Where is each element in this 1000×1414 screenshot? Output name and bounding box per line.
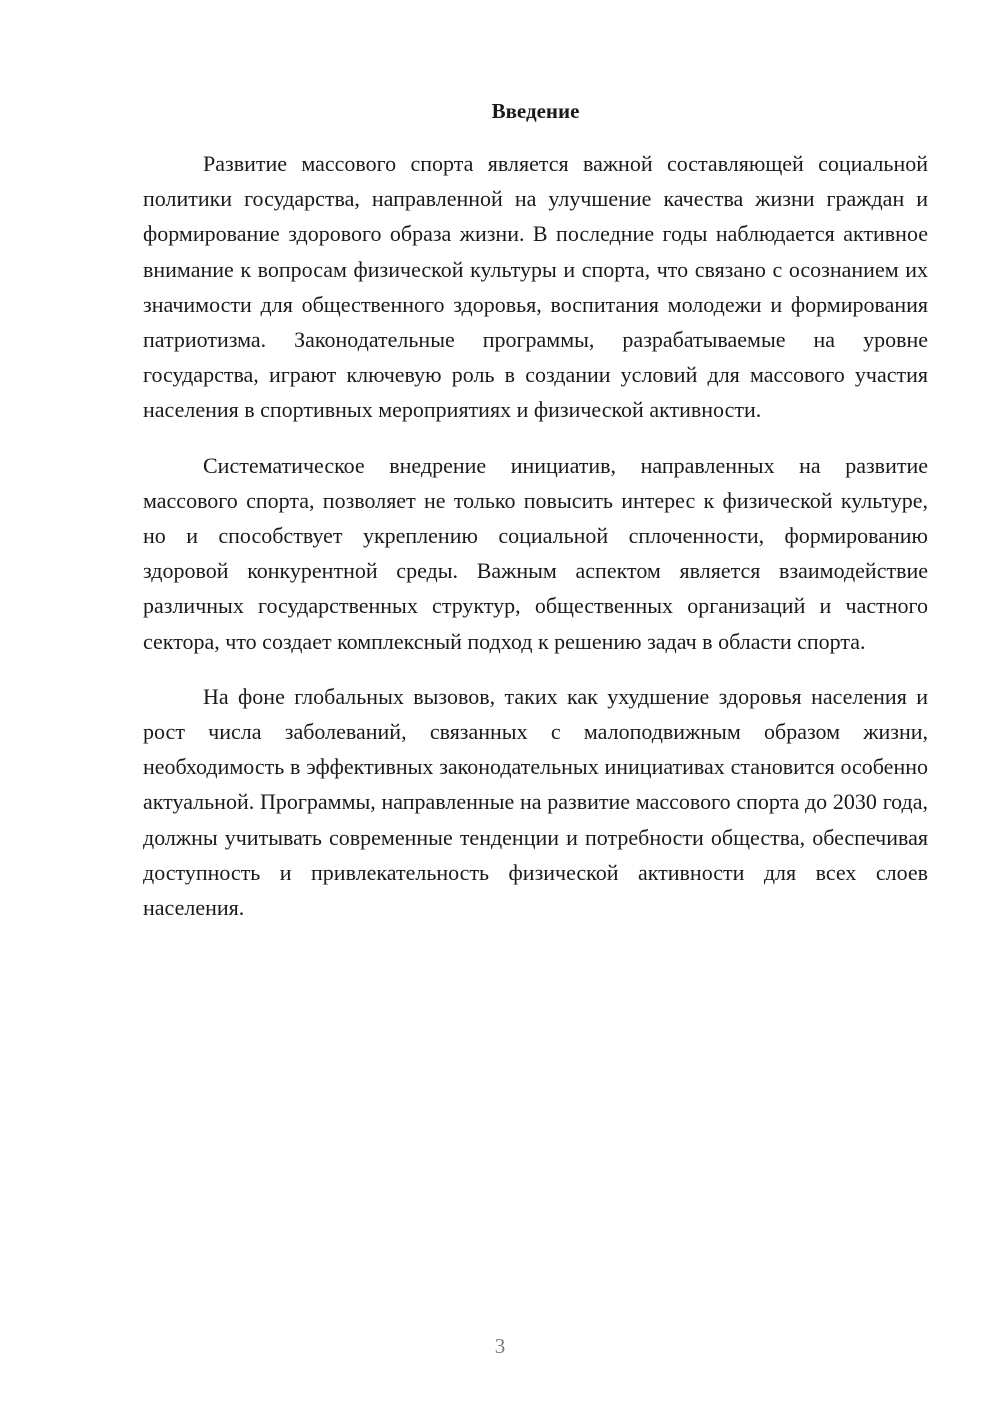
section-title: Введение [491,99,580,123]
paragraph-1: Развитие массового спорта является важной составляющей социальной политики государства, направленной на улучшение качества жизни граждан и формирование здорового образа жизни. В последние годы наблюдается активное внимание к вопросам физической культуры и спорта, что связано с осознанием их значимости для общественного здоровья, воспитания молодежи и формирования патриотизма. Законодательные программы, разрабатываемые на уровне государства, играют ключевую роль в создании условий для массового участия населения в спортивных мероприятиях и физической активности. [143,151,928,423]
page-number: 3 [494,1334,506,1358]
page-content [143,98,928,945]
paragraph-3: На фоне глобальных вызовов, таких как ухудшение здоровья населения и рост числа заболеваний, связанных с малоподвижным образом жизни, необходимость в эффективных законодательных инициативах становится особенно актуальной. Программы, направленные на развитие массового спорта до 2030 года, должны учитывать современные тенденции и потребности общества, обеспечивая доступность и привлекательность физической активности для всех слоев населения. [143,683,928,921]
paragraph-2: Систематическое внедрение инициатив, направленных на развитие массового спорта, позволяет не только повысить интерес к физической культуре, но и способствует укреплению социальной сплоченности, формированию здоровой конкурентной среды. Важным аспектом является взаимодействие различных государственных структур, общественных организаций и частного сектора, что создает комплексный подход к решению задач в области спорта. [143,452,928,654]
